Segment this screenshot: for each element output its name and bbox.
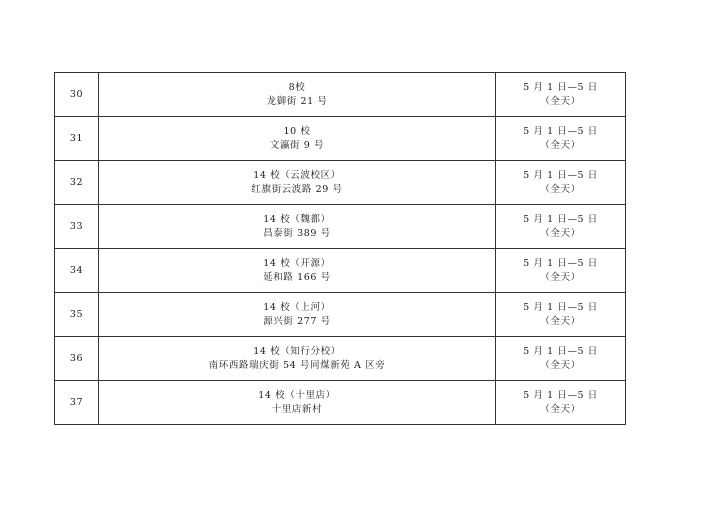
row-number-cell [55,161,99,205]
open-dates: 5 月 1 日—5 日 [523,345,598,357]
location-cell [99,73,496,117]
school-address: 南环西路瑞庆街 54 号同煤新苑 A 区旁 [208,359,386,371]
school-address: 十里店新村 [271,403,323,415]
open-duration: （全天） [540,227,581,239]
open-dates: 5 月 1 日—5 日 [523,169,598,181]
school-name: 14 校（知行分校） [253,345,341,357]
row-number-cell [55,73,99,117]
location-cell [99,381,496,425]
time-cell [496,337,626,381]
time-cell [496,73,626,117]
school-name: 8校 [288,81,306,93]
school-name: 14 校（上河） [263,301,331,313]
row-number: 33 [69,220,84,232]
row-number: 36 [69,352,84,364]
location-cell [99,117,496,161]
open-dates: 5 月 1 日—5 日 [523,213,598,225]
table-row [55,161,626,205]
row-number-cell [55,337,99,381]
location-cell [99,249,496,293]
school-name: 10 校 [283,125,311,137]
open-dates: 5 月 1 日—5 日 [523,81,598,93]
open-duration: （全天） [540,183,581,195]
open-dates: 5 月 1 日—5 日 [523,389,598,401]
open-dates: 5 月 1 日—5 日 [523,257,598,269]
time-cell [496,381,626,425]
open-dates: 5 月 1 日—5 日 [523,301,598,313]
school-name: 14 校（云波校区） [253,169,341,181]
table-row [55,73,626,117]
location-cell [99,337,496,381]
row-number-cell [55,381,99,425]
school-name: 14 校（魏都） [263,213,331,225]
open-duration: （全天） [540,271,581,283]
school-address: 源兴街 277 号 [263,315,331,327]
table-row [55,293,626,337]
table-body [55,73,626,425]
open-duration: （全天） [540,359,581,371]
table-row [55,381,626,425]
location-cell [99,161,496,205]
open-duration: （全天） [540,139,581,151]
time-cell [496,249,626,293]
school-address: 延和路 166 号 [263,271,331,283]
open-duration: （全天） [540,95,581,107]
row-number-cell [55,249,99,293]
venue-schedule-table [54,72,626,425]
school-address: 文瀛街 9 号 [269,139,325,151]
row-number-cell [55,293,99,337]
row-number: 30 [69,88,84,100]
school-address: 昌泰街 389 号 [263,227,331,239]
location-cell [99,205,496,249]
row-number: 37 [69,396,84,408]
table-row [55,249,626,293]
row-number: 32 [69,176,84,188]
school-name: 14 校（十里店） [258,389,336,401]
open-dates: 5 月 1 日—5 日 [523,125,598,137]
row-number: 31 [69,132,84,144]
row-number: 34 [69,264,84,276]
table-row [55,337,626,381]
school-address: 龙御街 21 号 [266,95,328,107]
row-number-cell [55,117,99,161]
time-cell [496,293,626,337]
row-number: 35 [69,308,84,320]
time-cell [496,205,626,249]
row-number-cell [55,205,99,249]
location-cell [99,293,496,337]
open-duration: （全天） [540,315,581,327]
school-address: 红旗街云波路 29 号 [251,183,343,195]
time-cell [496,161,626,205]
school-name: 14 校（开源） [263,257,331,269]
open-duration: （全天） [540,403,581,415]
table-row [55,205,626,249]
time-cell [496,117,626,161]
table-row [55,117,626,161]
